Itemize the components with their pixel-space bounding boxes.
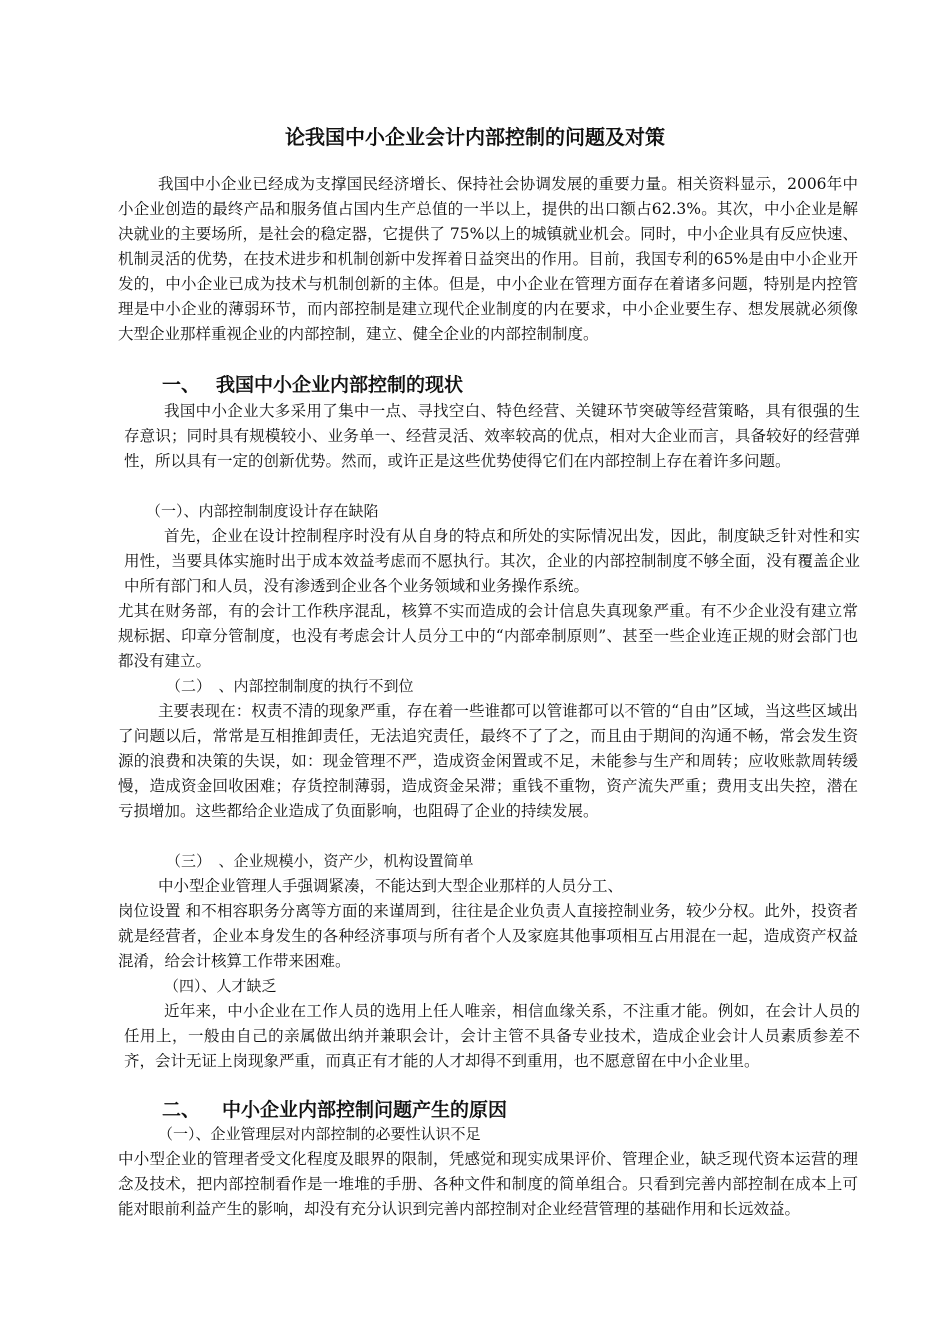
subsection-1-4-paragraph-1: 近年来，中小企业在工作人员的选用上任人唯亲，相信血缘关系，不注重才能。例如，在会计人员的任用上，一般由自己的亲属做出纳并兼职会计，会计主管不具备专业技术，造成企业会计人员素质参差不齐，会计无证上岗现象严重，而真正有才能的人才却得不到重用，也不愿意留在中小企业里。	[124, 1002, 860, 1070]
subsection-2-1-title: （一）、企业管理层对内部控制的必要性认识不足	[158, 1125, 481, 1143]
section-1-number: 一、	[162, 374, 201, 396]
subsection-1-2-heading	[166, 674, 906, 699]
section-2-heading	[118, 1096, 858, 1124]
subsection-1-4-heading	[164, 974, 904, 999]
subsection-1-4-title: （四）、人才缺乏	[164, 977, 277, 995]
subsection-2-1-paragraph-1: 中小型企业的管理者受文化程度及眼界的限制，凭感觉和现实成果评价、管理企业，缺乏现代资本运营的理念及技术，把内部控制看作是一堆堆的手册、各种文件和制度的简单组合。只看到完善内部控制在成本上可能对眼前利益产生的影响，却没有充分认识到完善内部控制对企业经营管理的基础作用和长远效益。	[118, 1150, 858, 1218]
subsection-2-1-heading	[158, 1122, 898, 1147]
subsection-1-4-body	[124, 999, 860, 1074]
intro-block	[118, 172, 858, 347]
subsection-1-1-paragraph-2: 尤其在财务部，有的会计工作秩序混乱，核算不实而造成的会计信息失真现象严重。有不少企业没有建立常规标据、印章分管制度，也没有考虑会计人员分工中的“内部牵制原则”、甚至一些企业连正规的财会部门也都没有建立。	[118, 602, 858, 670]
section-1-title: 我国中小企业内部控制的现状	[216, 374, 464, 396]
section-1-intro-block	[124, 399, 860, 474]
subsection-1-1-paragraph-1: 首先，企业在设计控制程序时没有从自身的特点和所处的实际情况出发，因此，制度缺乏针对性和实用性，当要具体实施时出于成本效益考虑而不愿执行。其次，企业的内部控制制度不够全面，没有覆盖企业中所有部门和人员，没有渗透到企业各个业务领域和业务操作系统。	[124, 527, 860, 595]
subsection-1-3-heading	[166, 849, 906, 874]
subsection-1-1-title: （一）、内部控制制度设计存在缺陷	[146, 502, 379, 520]
subsection-1-2-body	[118, 699, 858, 824]
subsection-1-1-heading	[146, 499, 886, 524]
section-1-heading	[118, 371, 858, 399]
subsection-1-1-body-2	[118, 599, 858, 674]
section-2-number: 二、	[162, 1099, 201, 1121]
document-title: 论我国中小企业会计内部控制的问题及对策	[285, 125, 665, 149]
subsection-1-2-title: （二） 、内部控制制度的执行不到位	[166, 677, 414, 695]
subsection-1-3-paragraph-1: 中小型企业管理人手强调紧凑，不能达到大型企业那样的人员分工、	[158, 877, 624, 895]
subsection-2-1-body	[118, 1147, 858, 1222]
subsection-1-1-body	[124, 524, 860, 599]
subsection-1-3-body	[118, 874, 858, 974]
subsection-1-2-paragraph-1: 主要表现在：权责不清的现象严重，存在着一些谁都可以管谁都可以不管的“自由”区域，当这些区域出了问题以后，常常是互相推卸责任，无法追究责任，最终不了了之，而且由于期间的沟通不畅，常会发生资 源的浪费和决策的失误，如：现金管理不严，造成资金闲置或不足，未能参与生产和周转；应收账款周转缓慢，造成资金回收困难；存货控制薄弱，造成资金呆滞；重钱不重物，资产流失严重；费用支出失控，潜在亏损增加。这些都给企业造成了负面影响，也阻碍了企业的持续发展。	[118, 702, 858, 820]
subsection-1-3-paragraph-2: 岗位设置 和不相容职务分离等方面的来谨周到，往往是企业负责人直接控制业务，较少分权。此外，投资者就是经营者，企业本身发生的各种经济事项与所有者个人及家庭其他事项相互占用混在一起，造成资产权益混淆，给会计核算工作带来困难。	[118, 902, 858, 970]
subsection-1-3-title: （三） 、企业规模小，资产少，机构设置简单	[166, 852, 474, 870]
section-1-intro-paragraph: 我国中小企业大多采用了集中一点、寻找空白、特色经营、关键环节突破等经营策略，具有很强的生存意识；同时具有规模较小、业务单一、经营灵活、效率较高的优点，相对大企业而言，具备较好的经营弹性，所以具有一定的创新优势。然而，或许正是这些优势使得它们在内部控制上存在着许多问题。	[124, 402, 860, 470]
intro-paragraph: 我国中小企业已经成为支撑国民经济增长、保持社会协调发展的重要力量。相关资料显示，2006年中小企业创造的最终产品和服务值占国内生产总值的一半以上，提供的出口额占62.3%。其次，中小企业是解决就业的主要场所，是社会的稳定器，它提供了 75%以上的城镇就业机会。同时，中小企业具有反应快速、机制灵活的优势，在技术进步和机制创新中发挥着日益突出的作用。目前，我国专利的65%是由中小企业开发的，中小企业已成为技术与机制创新的主体。但是，中小企业在管理方面存在着诸多问题，特别是内控管理是中小企业的薄弱环节，而内部控制是建立现代企业制度的内在要求，中小企业要生存、想发展就必须像大型企业那样重视企业的内部控制，建立、健全企业的内部控制制度。	[118, 175, 858, 343]
section-2-title: 中小企业内部控制问题产生的原因	[222, 1099, 508, 1121]
